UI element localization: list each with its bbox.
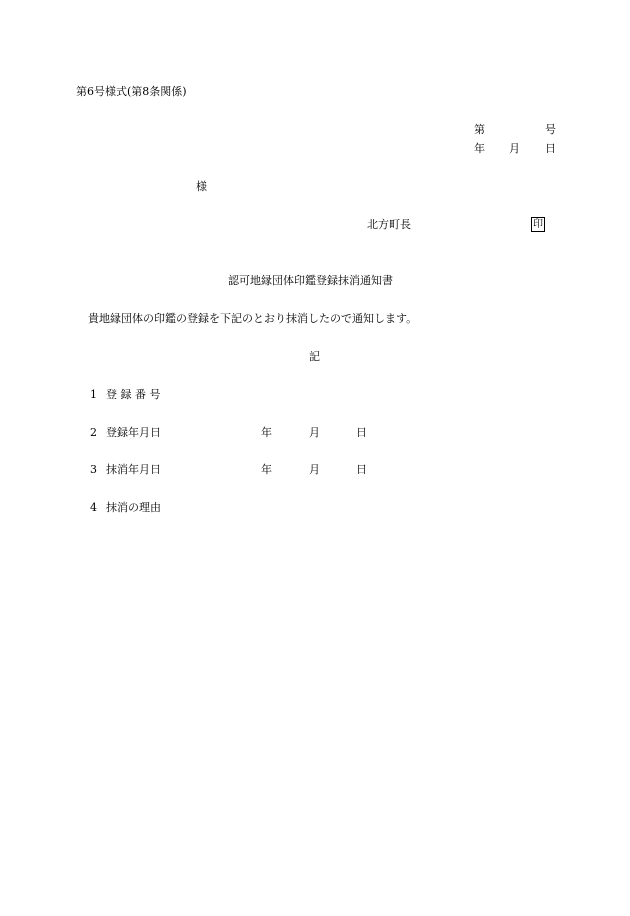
item-3-year: 年 [261, 463, 272, 476]
item-3-month: 月 [309, 463, 320, 476]
seal-mark: 印 [533, 219, 543, 230]
item-1-label: 登 録 番 号 [106, 388, 161, 401]
ki-heading: 記 [309, 350, 320, 363]
document-title: 認可地縁団体印鑑登録抹消通知書 [228, 274, 393, 287]
document-number-prefix: 第 [474, 123, 485, 136]
item-2-label: 登録年月日 [106, 426, 161, 439]
item-4-label: 抹消の理由 [106, 501, 161, 514]
item-2-month: 月 [309, 426, 320, 439]
date-month-label: 月 [509, 142, 520, 155]
body-text: 貴地縁団体の印鑑の登録を下記のとおり抹消したので通知します。 [88, 312, 418, 325]
date-day-label: 日 [545, 142, 556, 155]
form-number-label: 第6号様式(第8条関係) [76, 85, 187, 98]
item-2-day: 日 [356, 426, 367, 439]
date-year-label: 年 [474, 142, 485, 155]
item-3-number: 3 [90, 463, 97, 476]
item-3-day: 日 [356, 463, 367, 476]
item-4-number: 4 [90, 501, 97, 514]
document-number-suffix: 号 [545, 123, 556, 136]
item-3-label: 抹消年月日 [106, 463, 161, 476]
item-2-number: 2 [90, 426, 97, 439]
item-1-number: 1 [90, 388, 97, 401]
sender-title: 北方町長 [367, 218, 411, 231]
addressee-suffix: 様 [196, 180, 207, 193]
item-2-year: 年 [261, 426, 272, 439]
